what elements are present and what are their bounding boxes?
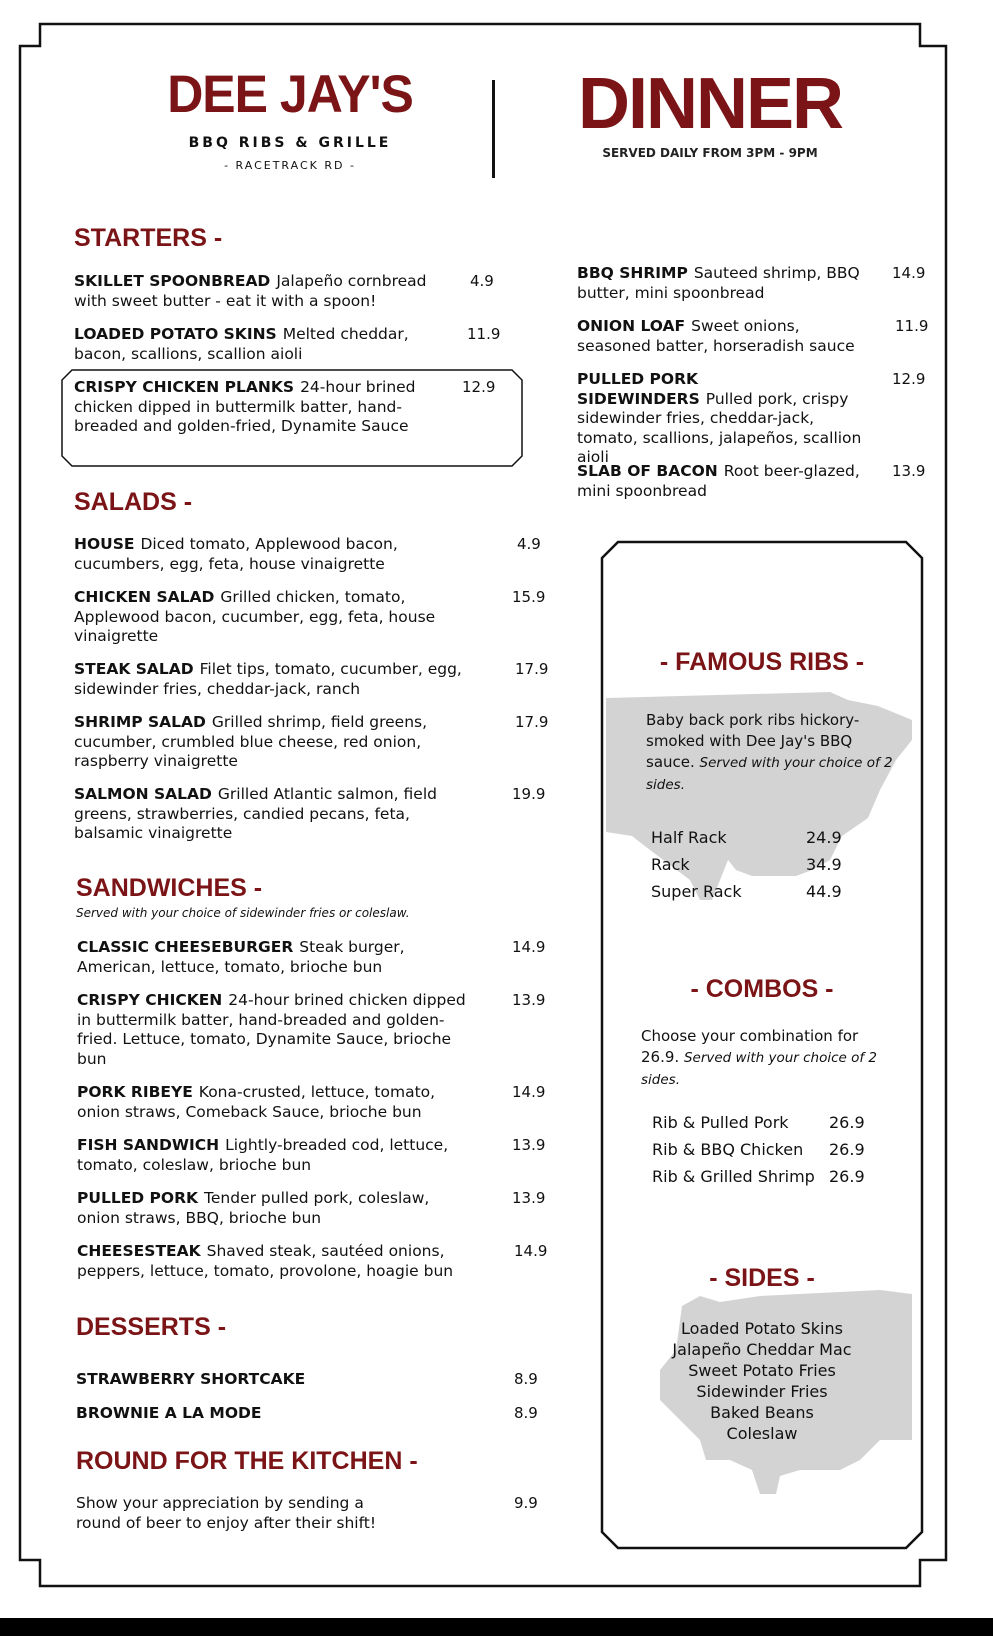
item-name: SHRIMP SALAD bbox=[74, 713, 206, 731]
famous-ribs-desc-text: Baby back pork ribs hickory-smoked with Dee Jay's BBQ sauce. bbox=[646, 711, 860, 771]
item-price: 14.9 bbox=[512, 938, 546, 956]
item-desc: Grilled Atlantic salmon, field greens, strawberries, candied pecans, feta, balsamic vinaigrette bbox=[74, 785, 437, 842]
item-desc: 24-hour brined chicken dipped in buttermilk batter, hand-breaded and golden-fried, Dynamite Sauce bbox=[74, 378, 416, 435]
side-item: Baked Beans bbox=[710, 1403, 814, 1422]
item-desc: Diced tomato, Applewood bacon, cucumbers, egg, feta, house vinaigrette bbox=[74, 535, 398, 573]
brand-location: - RACETRACK RD - bbox=[224, 159, 356, 172]
kitchen-heading: ROUND FOR THE KITCHEN - bbox=[76, 1447, 418, 1475]
item-name: PULLED PORK SIDEWINDERS bbox=[577, 370, 700, 408]
item-name: HOUSE bbox=[74, 535, 135, 553]
sides-heading: - SIDES - bbox=[709, 1264, 815, 1292]
menu-item bbox=[577, 264, 877, 303]
item-price: 13.9 bbox=[512, 991, 546, 1009]
item-name: LOADED POTATO SKINS bbox=[74, 325, 277, 343]
item-name: CLASSIC CHEESEBURGER bbox=[77, 938, 294, 956]
item-desc: Root beer-glazed, mini spoonbread bbox=[577, 462, 860, 500]
item-price: 14.9 bbox=[514, 1242, 548, 1260]
combos-note: Served with your choice of 2 sides. bbox=[641, 1050, 878, 1088]
item-price: 4.9 bbox=[517, 535, 541, 553]
side-item: Sidewinder Fries bbox=[696, 1382, 828, 1401]
famous-ribs-note: Served with your choice of 2 sides. bbox=[646, 755, 893, 793]
item-desc: Sweet onions, seasoned batter, horseradish sauce bbox=[577, 317, 855, 355]
item-name: STEAK SALAD bbox=[74, 660, 194, 678]
side-item: Coleslaw bbox=[726, 1424, 798, 1443]
combo-option-price: 26.9 bbox=[829, 1113, 865, 1132]
combos-desc-text: Choose your combination for 26.9. bbox=[641, 1027, 859, 1066]
item-name: FISH SANDWICH bbox=[77, 1136, 220, 1154]
item-desc: Kona-crusted, lettuce, tomato, onion straws, Comeback Sauce, brioche bun bbox=[77, 1083, 436, 1121]
combo-option-label: Rib & Pulled Pork bbox=[652, 1113, 789, 1132]
item-price: 14.9 bbox=[892, 264, 926, 282]
ribs-option-price: 44.9 bbox=[806, 882, 842, 901]
item-price: 17.9 bbox=[515, 660, 549, 678]
item-desc: 24-hour brined chicken dipped in buttermilk batter, hand-breaded and golden-fried. Lettuce, tomato, Dynamite Sauce, brioche bun bbox=[77, 991, 466, 1068]
combo-option-price: 26.9 bbox=[829, 1167, 865, 1186]
famous-ribs-heading: - FAMOUS RIBS - bbox=[659, 648, 865, 676]
combo-option-label: Rib & BBQ Chicken bbox=[652, 1140, 804, 1159]
desserts-heading: DESSERTS - bbox=[76, 1313, 227, 1341]
brand-subtitle: BBQ RIBS & GRILLE bbox=[188, 135, 392, 151]
menu-item bbox=[74, 713, 464, 772]
item-name: CHEESESTEAK bbox=[77, 1242, 201, 1260]
side-item: Jalapeño Cheddar Mac bbox=[672, 1340, 852, 1359]
item-name: STRAWBERRY SHORTCAKE bbox=[76, 1370, 306, 1388]
item-desc: Lightly-breaded cod, lettuce, tomato, coleslaw, brioche bun bbox=[77, 1136, 449, 1174]
bottom-bar bbox=[0, 1618, 993, 1636]
item-desc: Pulled pork, crispy sidewinder fries, cheddar-jack, tomato, scallions, jalapeños, scallion aioli bbox=[577, 389, 862, 466]
menu-item bbox=[77, 938, 457, 977]
menu-item bbox=[577, 370, 877, 468]
salads-heading: SALADS - bbox=[74, 488, 193, 516]
item-name: CRISPY CHICKEN bbox=[77, 991, 223, 1009]
menu-item bbox=[74, 660, 474, 699]
item-price: 17.9 bbox=[515, 713, 549, 731]
item-desc: Tender pulled pork, coleslaw, onion straws, BBQ, brioche bun bbox=[77, 1189, 430, 1227]
header-divider bbox=[492, 80, 495, 178]
item-name: CHICKEN SALAD bbox=[74, 588, 215, 606]
ribs-option-price: 34.9 bbox=[806, 855, 842, 874]
menu-hours: SERVED DAILY FROM 3PM - 9PM bbox=[602, 146, 818, 160]
item-name: CRISPY CHICKEN PLANKS bbox=[74, 378, 295, 396]
menu-item bbox=[74, 272, 454, 311]
item-price: 12.9 bbox=[892, 370, 926, 388]
combos-desc bbox=[641, 1026, 881, 1091]
item-desc: Filet tips, tomato, cucumber, egg, sidewinder fries, cheddar-jack, ranch bbox=[74, 660, 462, 698]
menu-item bbox=[74, 535, 464, 574]
item-desc: Grilled shrimp, field greens, cucumber, crumbled blue cheese, red onion, raspberry vinaigrette bbox=[74, 713, 428, 770]
item-price: 19.9 bbox=[512, 785, 546, 803]
item-price: 11.9 bbox=[895, 317, 929, 335]
item-price: 13.9 bbox=[892, 462, 926, 480]
item-name: ONION LOAF bbox=[577, 317, 686, 335]
ribs-option-label: Rack bbox=[651, 855, 690, 874]
item-price: 4.9 bbox=[470, 272, 494, 290]
item-price: 8.9 bbox=[514, 1404, 538, 1422]
item-desc: Steak burger, American, lettuce, tomato, brioche bun bbox=[77, 938, 405, 976]
menu-item bbox=[74, 325, 444, 364]
menu-item bbox=[77, 1136, 467, 1175]
item-price: 15.9 bbox=[512, 588, 546, 606]
item-desc: Melted cheddar, bacon, scallions, scallion aioli bbox=[74, 325, 409, 363]
item-price: 8.9 bbox=[514, 1370, 538, 1388]
item-price: 11.9 bbox=[467, 325, 501, 343]
item-price: 12.9 bbox=[462, 378, 496, 396]
menu-item bbox=[74, 785, 464, 844]
item-name: BBQ SHRIMP bbox=[577, 264, 688, 282]
menu-item bbox=[74, 588, 464, 647]
item-price: 13.9 bbox=[512, 1189, 546, 1207]
item-desc: Grilled chicken, tomato, Applewood bacon, cucumber, egg, feta, house vinaigrette bbox=[74, 588, 436, 645]
sandwiches-note: Served with your choice of sidewinder fries or coleslaw. bbox=[76, 906, 410, 920]
item-name: PORK RIBEYE bbox=[77, 1083, 193, 1101]
menu-item bbox=[77, 1083, 467, 1122]
menu-item bbox=[77, 1189, 447, 1228]
item-name: BROWNIE A LA MODE bbox=[76, 1404, 262, 1422]
item-price: 13.9 bbox=[512, 1136, 546, 1154]
combo-option-label: Rib & Grilled Shrimp bbox=[652, 1167, 815, 1186]
item-desc: Sauteed shrimp, BBQ butter, mini spoonbread bbox=[577, 264, 860, 302]
ribs-option-price: 24.9 bbox=[806, 828, 842, 847]
menu-item bbox=[577, 462, 877, 501]
item-name: SLAB OF BACON bbox=[577, 462, 718, 480]
menu-title: DINNER bbox=[577, 64, 842, 144]
famous-ribs-desc bbox=[646, 710, 896, 796]
menu-item bbox=[77, 991, 482, 1069]
menu-item bbox=[577, 317, 877, 356]
item-price: 9.9 bbox=[514, 1494, 538, 1512]
item-name: SKILLET SPOONBREAD bbox=[74, 272, 271, 290]
sandwiches-heading: SANDWICHES - bbox=[76, 874, 263, 902]
item-desc: Jalapeño cornbread with sweet butter - eat it with a spoon! bbox=[74, 272, 427, 310]
kitchen-desc: Show your appreciation by sending a round of beer to enjoy after their shift! bbox=[76, 1494, 377, 1532]
starters-heading: STARTERS - bbox=[74, 224, 223, 252]
item-name: PULLED PORK bbox=[77, 1189, 199, 1207]
ribs-option-label: Half Rack bbox=[651, 828, 727, 847]
item-desc: Shaved steak, sautéed onions, peppers, lettuce, tomato, provolone, hoagie bun bbox=[77, 1242, 454, 1280]
combos-heading: - COMBOS - bbox=[690, 975, 834, 1003]
menu-item bbox=[76, 1370, 456, 1390]
combo-option-price: 26.9 bbox=[829, 1140, 865, 1159]
menu-item bbox=[76, 1404, 456, 1424]
side-item: Sweet Potato Fries bbox=[688, 1361, 836, 1380]
item-name: SALMON SALAD bbox=[74, 785, 212, 803]
side-item: Loaded Potato Skins bbox=[681, 1319, 843, 1338]
menu-item bbox=[77, 1242, 487, 1281]
brand-title: DEE JAY'S bbox=[167, 64, 413, 124]
ribs-option-label: Super Rack bbox=[651, 882, 742, 901]
menu-item bbox=[74, 378, 444, 437]
item-price: 14.9 bbox=[512, 1083, 546, 1101]
